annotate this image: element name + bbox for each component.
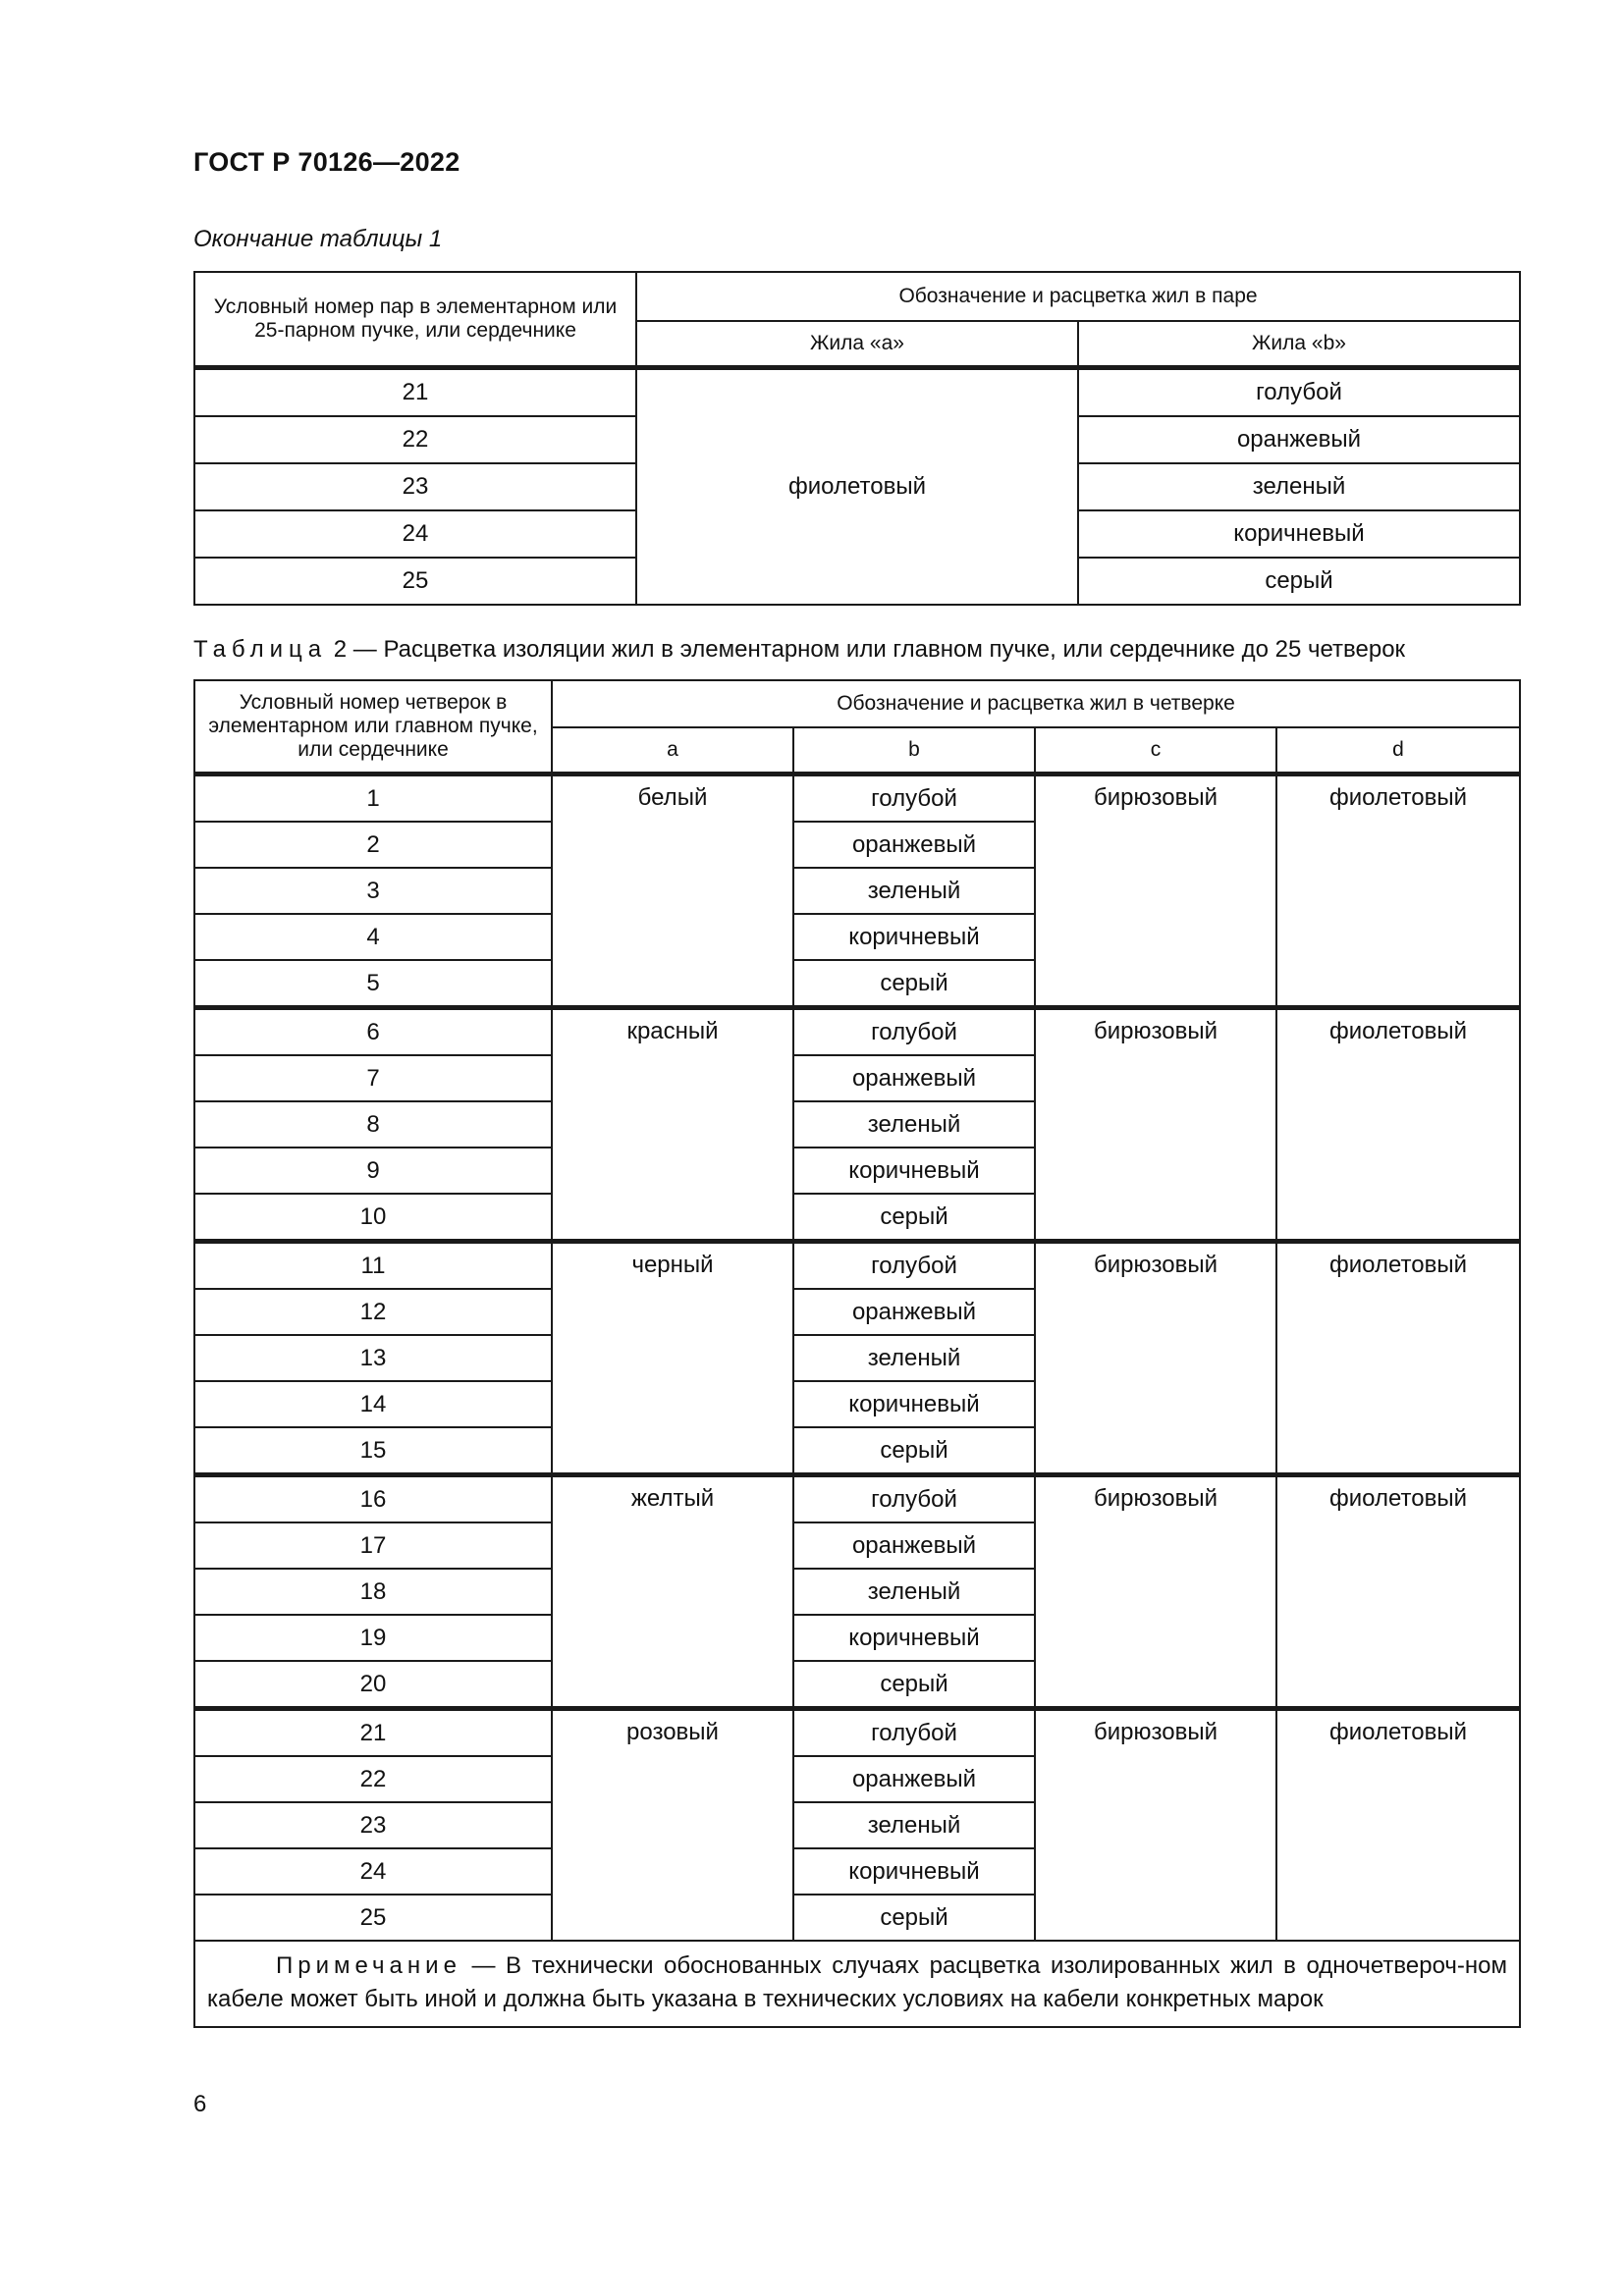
table2-sub-header-a: a — [552, 727, 793, 774]
table-cell-num: 18 — [194, 1569, 552, 1615]
table-cell-num: 15 — [194, 1427, 552, 1475]
document-header: ГОСТ Р 70126—2022 — [193, 147, 460, 177]
table-cell-c: бирюзовый — [1035, 1709, 1276, 1942]
table-cell-a: желтый — [552, 1475, 793, 1709]
table-cell-b: голубой — [793, 1008, 1035, 1056]
table-cell-d: фиолетовый — [1276, 774, 1520, 1008]
table-cell-d: фиолетовый — [1276, 1008, 1520, 1242]
table-cell-b: оранжевый — [793, 1756, 1035, 1802]
table-cell-c: бирюзовый — [1035, 774, 1276, 1008]
table-cell-num: 17 — [194, 1522, 552, 1569]
table-cell-c: бирюзовый — [1035, 1008, 1276, 1242]
table-cell-b: серый — [793, 1194, 1035, 1242]
table2-note-label: Примечание — [276, 1952, 461, 1979]
table-cell-num: 16 — [194, 1475, 552, 1523]
table1-col1-header: Условный номер пар в элементарном или 25-парном пучке, или сердечнике — [194, 272, 636, 368]
table2-note — [194, 1941, 1520, 2027]
table2-sub-header-b: b — [793, 727, 1035, 774]
table-cell-num: 23 — [194, 463, 636, 510]
table-cell-num: 6 — [194, 1008, 552, 1056]
table-cell-a: розовый — [552, 1709, 793, 1942]
table-cell-num: 3 — [194, 868, 552, 914]
table-cell-b: зеленый — [793, 1101, 1035, 1148]
table-cell-b: коричневый — [793, 914, 1035, 960]
table-cell-num: 24 — [194, 1848, 552, 1895]
table-cell-b: зеленый — [1078, 463, 1520, 510]
table-cell-b: коричневый — [793, 1148, 1035, 1194]
table1-group-header: Обозначение и расцветка жил в паре — [636, 272, 1520, 321]
table1-continuation-label: Окончание таблицы 1 — [193, 226, 443, 252]
table2-group-header: Обозначение и расцветка жил в четверке — [552, 680, 1520, 727]
table2-note-text: — В технически обоснованных случаях расцветка изолированных жил в одночетвероч-ном кабеле может быть иной и должна быть указана в технических условиях на кабели конкретных марок — [207, 1952, 1507, 2012]
table-cell-num: 23 — [194, 1802, 552, 1848]
table-cell-b: зеленый — [793, 1802, 1035, 1848]
table-cell-d: фиолетовый — [1276, 1475, 1520, 1709]
table-cell-b: серый — [793, 1661, 1035, 1709]
table-cell-b: серый — [793, 1427, 1035, 1475]
table-cell-b: оранжевый — [793, 1289, 1035, 1335]
table-cell-num: 14 — [194, 1381, 552, 1427]
table1 — [193, 271, 1521, 606]
table-cell-a: белый — [552, 774, 793, 1008]
table-cell-b: зеленый — [793, 868, 1035, 914]
table-cell-num: 25 — [194, 558, 636, 605]
table2-title-text: 2 — Расцветка изоляции жил в элементарном или главном пучке, или сердечнике до 25 четверок — [333, 636, 1406, 663]
table-cell-b: зеленый — [793, 1335, 1035, 1381]
table-cell-b: оранжевый — [793, 1522, 1035, 1569]
table-cell-d: фиолетовый — [1276, 1709, 1520, 1942]
table-cell-num: 19 — [194, 1615, 552, 1661]
table2 — [193, 679, 1521, 2028]
table-cell-num: 21 — [194, 368, 636, 417]
table-row — [194, 1008, 1520, 1056]
table-cell-num: 10 — [194, 1194, 552, 1242]
table-cell-b: коричневый — [1078, 510, 1520, 558]
table-cell-num: 21 — [194, 1709, 552, 1757]
table-cell-b: коричневый — [793, 1381, 1035, 1427]
table-cell-num: 5 — [194, 960, 552, 1008]
table-row — [194, 1709, 1520, 1757]
table-cell-b: серый — [1078, 558, 1520, 605]
table-cell-a: черный — [552, 1242, 793, 1475]
table1-merged-a: фиолетовый — [636, 368, 1078, 606]
table-cell-b: голубой — [1078, 368, 1520, 417]
table-cell-num: 22 — [194, 1756, 552, 1802]
table-cell-c: бирюзовый — [1035, 1475, 1276, 1709]
table-cell-num: 1 — [194, 774, 552, 823]
table-cell-num: 24 — [194, 510, 636, 558]
table-cell-num: 22 — [194, 416, 636, 463]
table-cell-b: голубой — [793, 1475, 1035, 1523]
table-cell-b: серый — [793, 960, 1035, 1008]
table-cell-b: серый — [793, 1895, 1035, 1941]
table2-col1-header: Условный номер четверок в элементарном или главном пучке, или сердечнике — [194, 680, 552, 774]
table-row — [194, 1475, 1520, 1523]
table1-sub-b-header: Жила «b» — [1078, 321, 1520, 368]
table2-title — [193, 636, 1405, 664]
table-cell-num: 8 — [194, 1101, 552, 1148]
table-cell-b: оранжевый — [1078, 416, 1520, 463]
table-row — [194, 774, 1520, 823]
table2-sub-header-c: c — [1035, 727, 1276, 774]
page-number: 6 — [193, 2091, 207, 2117]
table2-caption-word: Таблица — [193, 636, 328, 663]
table-cell-c: бирюзовый — [1035, 1242, 1276, 1475]
table-row — [194, 1242, 1520, 1290]
table-cell-num: 11 — [194, 1242, 552, 1290]
table2-sub-header-d: d — [1276, 727, 1520, 774]
table-cell-num: 7 — [194, 1055, 552, 1101]
table-cell-b: голубой — [793, 774, 1035, 823]
table-cell-b: зеленый — [793, 1569, 1035, 1615]
table-cell-b: коричневый — [793, 1848, 1035, 1895]
table-cell-num: 20 — [194, 1661, 552, 1709]
table-cell-num: 9 — [194, 1148, 552, 1194]
table-cell-b: коричневый — [793, 1615, 1035, 1661]
table1-sub-a-header: Жила «а» — [636, 321, 1078, 368]
table-cell-a: красный — [552, 1008, 793, 1242]
table-cell-num: 25 — [194, 1895, 552, 1941]
table-cell-b: голубой — [793, 1242, 1035, 1290]
table-cell-d: фиолетовый — [1276, 1242, 1520, 1475]
table-cell-b: оранжевый — [793, 1055, 1035, 1101]
table-cell-num: 2 — [194, 822, 552, 868]
table-cell-b: голубой — [793, 1709, 1035, 1757]
table-cell-num: 4 — [194, 914, 552, 960]
table-cell-num: 12 — [194, 1289, 552, 1335]
table-cell-num: 13 — [194, 1335, 552, 1381]
table-cell-b: оранжевый — [793, 822, 1035, 868]
